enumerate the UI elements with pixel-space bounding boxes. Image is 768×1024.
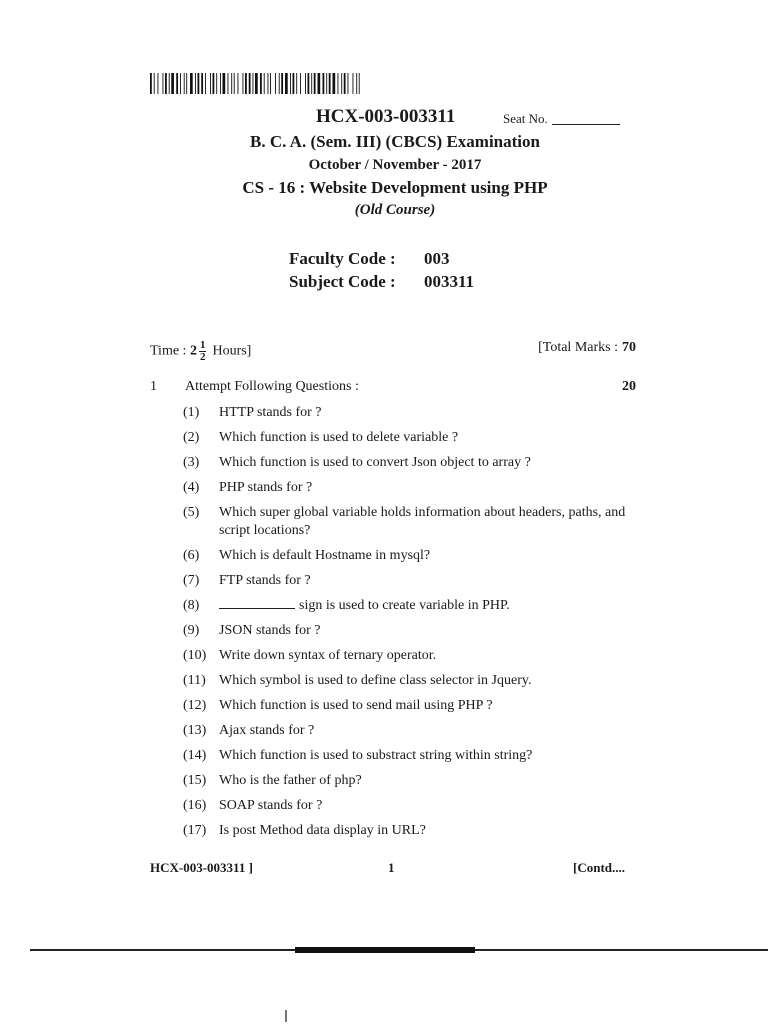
barcode-bar bbox=[169, 73, 170, 94]
question-item-number: (16) bbox=[183, 798, 207, 813]
subject-code-value: 003311 bbox=[424, 272, 475, 291]
time-fraction bbox=[199, 340, 207, 363]
subject-code-line bbox=[289, 272, 474, 292]
seat-number-field bbox=[503, 111, 620, 127]
footer-page-number: 1 bbox=[388, 860, 395, 875]
question-item bbox=[183, 747, 633, 765]
barcode-bar bbox=[323, 73, 325, 94]
barcode-bar bbox=[353, 73, 354, 94]
question-item-number: (1) bbox=[183, 405, 200, 420]
question-item-text: PHP stands for ? bbox=[219, 480, 313, 495]
exam-session: October / November - 2017 bbox=[308, 157, 482, 173]
barcode-bar bbox=[228, 73, 229, 94]
barcode-bar bbox=[279, 73, 280, 94]
barcode-bar bbox=[220, 73, 221, 94]
question-item-text: SOAP stands for ? bbox=[219, 798, 323, 813]
barcode-bar bbox=[338, 73, 339, 94]
question-item-number: (9) bbox=[183, 623, 200, 638]
barcode-bar bbox=[243, 73, 244, 94]
question-item-text: Who is the father of php? bbox=[219, 773, 362, 788]
question-item bbox=[183, 772, 633, 790]
time-fraction-den: 2 bbox=[199, 351, 206, 363]
barcode-bar bbox=[184, 73, 185, 94]
time-unit: Hours] bbox=[212, 343, 252, 359]
course-note: (Old Course) bbox=[354, 202, 436, 218]
barcode-bar bbox=[253, 73, 254, 94]
question-item-text: Which symbol is used to define class selector in Jquery. bbox=[219, 673, 532, 688]
question-item-number: (17) bbox=[183, 823, 207, 838]
barcode-bar bbox=[270, 73, 271, 94]
barcode-bar bbox=[296, 73, 297, 94]
question-item-text: Which function is used to delete variable ? bbox=[219, 430, 459, 445]
footer-paper-code: HCX-003-003311 ] bbox=[150, 860, 253, 875]
question-item bbox=[183, 404, 633, 422]
question-item-text: HTTP stands for ? bbox=[219, 405, 322, 420]
barcode-bar bbox=[293, 73, 295, 94]
question-item-number: (14) bbox=[183, 748, 207, 763]
total-marks-label: [Total Marks : bbox=[538, 340, 618, 355]
seat-label: Seat No. bbox=[503, 111, 548, 126]
question-item-number: (13) bbox=[183, 723, 207, 738]
barcode-bar bbox=[213, 73, 215, 94]
barcode-bar bbox=[333, 73, 336, 94]
question-item bbox=[183, 797, 633, 815]
question-item-text: Which is default Hostname in mysql? bbox=[219, 548, 431, 563]
question-item bbox=[183, 572, 633, 590]
question-item bbox=[183, 622, 633, 640]
seat-blank bbox=[552, 124, 620, 125]
barcode-bar bbox=[329, 73, 331, 94]
question-item bbox=[183, 547, 633, 565]
question-instruction: Attempt Following Questions : bbox=[185, 379, 359, 394]
barcode-bar bbox=[216, 73, 217, 94]
question-item-text: Ajax stands for ? bbox=[219, 723, 315, 738]
time-allowed bbox=[150, 340, 251, 363]
question-item-number: (11) bbox=[183, 673, 206, 688]
barcode-bar bbox=[163, 73, 164, 94]
question-item-text: Write down syntax of ternary operator. bbox=[219, 648, 437, 663]
barcode-bar bbox=[195, 73, 196, 94]
barcode-bar bbox=[326, 73, 327, 94]
barcode-bar bbox=[285, 73, 288, 94]
barcode-bar bbox=[154, 73, 155, 94]
barcode-bar bbox=[180, 73, 181, 94]
barcode-bar bbox=[165, 73, 167, 94]
question-item bbox=[183, 504, 633, 540]
barcode-bar bbox=[268, 73, 269, 94]
barcode-bar bbox=[249, 73, 251, 94]
barcode-bar bbox=[314, 73, 316, 94]
paper-code: HCX-003-003311 bbox=[316, 106, 456, 127]
page-divider-mark bbox=[295, 947, 475, 953]
barcode-bar bbox=[238, 73, 239, 94]
question-item-number: (10) bbox=[183, 648, 207, 663]
time-fraction-num: 1 bbox=[199, 339, 206, 351]
barcode-bar bbox=[264, 73, 265, 94]
question-item bbox=[183, 722, 633, 740]
question-item bbox=[183, 697, 633, 715]
barcode-bar bbox=[176, 73, 178, 94]
barcode-bar bbox=[305, 73, 306, 94]
barcode-bar bbox=[158, 73, 159, 94]
question-item-number: (3) bbox=[183, 455, 200, 470]
barcode-bar bbox=[190, 73, 193, 94]
time-whole: 2 bbox=[189, 343, 197, 359]
question-item-text: Which super global variable holds information about headers, paths, and script locations? bbox=[219, 505, 626, 538]
barcode-bar bbox=[198, 73, 200, 94]
barcode-bar bbox=[344, 73, 346, 94]
faculty-code-label: Faculty Code : bbox=[289, 249, 396, 268]
question-item-text: Which function is used to convert Json object to array ? bbox=[219, 455, 531, 470]
footer-continued: [Contd.... bbox=[573, 860, 626, 875]
faculty-code-line bbox=[289, 249, 450, 269]
total-marks bbox=[538, 340, 636, 356]
question-item-number: (12) bbox=[183, 698, 207, 713]
barcode-bar bbox=[300, 73, 301, 94]
barcode-bar bbox=[260, 73, 262, 94]
barcode-bar bbox=[348, 73, 349, 94]
question-item-number: (15) bbox=[183, 773, 207, 788]
question-item-text: FTP stands for ? bbox=[219, 573, 311, 588]
question-item-number: (7) bbox=[183, 573, 200, 588]
barcode-bar bbox=[201, 73, 203, 94]
question-heading bbox=[150, 379, 359, 395]
barcode-bar bbox=[231, 73, 232, 94]
barcode-bar bbox=[210, 73, 211, 94]
question-item-number: (4) bbox=[183, 480, 200, 495]
question-item bbox=[183, 822, 633, 840]
barcode-bar bbox=[308, 73, 310, 94]
subject-title: CS - 16 : Website Development using PHP bbox=[242, 178, 548, 197]
question-item-text bbox=[219, 597, 633, 615]
question-item bbox=[183, 597, 633, 615]
barcode-bar bbox=[318, 73, 321, 94]
subject-code-label: Subject Code : bbox=[289, 272, 396, 291]
barcode-bar bbox=[281, 73, 283, 94]
scan-mark bbox=[285, 1010, 287, 1022]
question-item bbox=[183, 429, 633, 447]
barcode-bar bbox=[223, 73, 226, 94]
question-item-number: (2) bbox=[183, 430, 200, 445]
question-item-text-body: sign is used to create variable in PHP. bbox=[299, 598, 510, 613]
barcode-bar bbox=[275, 73, 276, 94]
question-item bbox=[183, 672, 633, 690]
question-item bbox=[183, 647, 633, 665]
exam-title: B. C. A. (Sem. III) (CBCS) Examination bbox=[250, 132, 540, 151]
barcode-bar bbox=[359, 73, 360, 94]
time-label: Time : bbox=[150, 343, 187, 359]
fill-blank bbox=[219, 608, 295, 609]
barcode-bar bbox=[171, 73, 174, 94]
question-item-text: Which function is used to substract string within string? bbox=[219, 748, 533, 763]
question-item-text: JSON stands for ? bbox=[219, 623, 321, 638]
barcode-bar bbox=[290, 73, 291, 94]
question-number: 1 bbox=[150, 379, 157, 394]
question-marks: 20 bbox=[622, 379, 636, 394]
barcode-bar bbox=[186, 73, 187, 94]
question-list bbox=[183, 404, 633, 847]
barcode-bar bbox=[311, 73, 312, 94]
barcode-bar bbox=[255, 73, 258, 94]
question-item-text: Which function is used to send mail using PHP ? bbox=[219, 698, 493, 713]
faculty-code-value: 003 bbox=[424, 249, 450, 268]
barcode-bar bbox=[341, 73, 342, 94]
question-item-text: Is post Method data display in URL? bbox=[219, 823, 426, 838]
barcode-bar bbox=[234, 73, 235, 94]
question-item bbox=[183, 479, 633, 497]
barcode-bar bbox=[356, 73, 357, 94]
question-item-number: (5) bbox=[183, 505, 200, 520]
barcode bbox=[150, 73, 460, 94]
question-item bbox=[183, 454, 633, 472]
question-item-number: (8) bbox=[183, 598, 200, 613]
barcode-bar bbox=[150, 73, 152, 94]
total-marks-value: 70 bbox=[622, 340, 636, 355]
barcode-bar bbox=[205, 73, 206, 94]
barcode-bar bbox=[245, 73, 247, 94]
question-item-number: (6) bbox=[183, 548, 200, 563]
